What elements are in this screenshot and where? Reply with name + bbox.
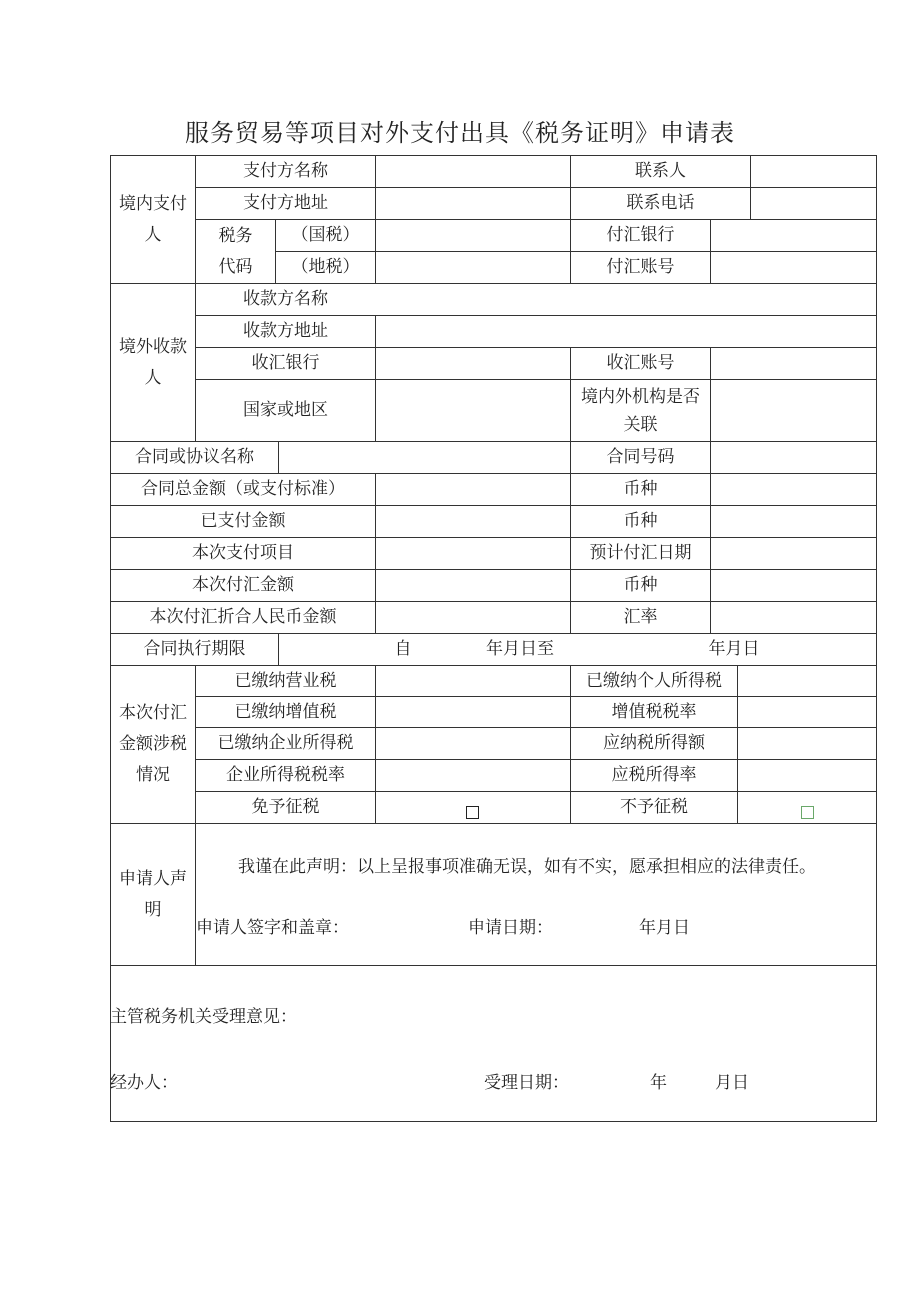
payee-name-field[interactable]: [376, 284, 876, 315]
overseas-payee-label: 境外收款人: [119, 336, 187, 388]
expected-date-label: 预计付汇日期: [589, 543, 692, 563]
payer-address-label: 支付方地址: [243, 193, 328, 213]
expected-date-field[interactable]: [711, 538, 876, 569]
taxable-income-label: 应纳税所得额: [603, 733, 705, 753]
period-end-text: 年月日: [708, 639, 760, 659]
payee-address-field[interactable]: [376, 316, 876, 347]
not-taxed-checkbox[interactable]: [801, 806, 814, 819]
remit-amount-field[interactable]: [376, 570, 570, 601]
country-region-label: 国家或地区: [243, 400, 328, 420]
currency-label-1: 币种: [623, 479, 658, 499]
contract-number-field[interactable]: [711, 442, 876, 473]
contract-name-field[interactable]: [279, 442, 570, 473]
local-tax-code-field[interactable]: [376, 252, 570, 283]
tax-exempt-checkbox[interactable]: [466, 806, 479, 819]
currency-field-2[interactable]: [711, 506, 876, 537]
application-form-table: [110, 155, 877, 1122]
personal-income-tax-field[interactable]: [738, 666, 876, 696]
taxable-income-field[interactable]: [738, 728, 876, 759]
paid-amount-field[interactable]: [376, 506, 570, 537]
corporate-income-tax-label: 已缴纳企业所得税: [217, 733, 354, 753]
receiving-account-field[interactable]: [711, 348, 876, 379]
accept-month-day-text: 月日: [715, 1073, 749, 1093]
remit-bank-field[interactable]: [711, 220, 876, 251]
currency-label-3: 币种: [623, 575, 658, 595]
vat-field[interactable]: [376, 697, 570, 727]
accept-year-text: 年: [650, 1073, 667, 1093]
currency-field-3[interactable]: [711, 570, 876, 601]
contract-total-field[interactable]: [376, 474, 570, 505]
related-party-field[interactable]: [711, 380, 876, 441]
remit-account-field[interactable]: [711, 252, 876, 283]
paid-amount-label: 已支付金额: [200, 511, 286, 531]
cit-rate-field[interactable]: [376, 760, 570, 791]
not-taxed-label: 不予征税: [620, 797, 688, 817]
remit-bank-label: 付汇银行: [606, 225, 675, 245]
vat-label: 已缴纳增值税: [234, 701, 337, 722]
country-region-field[interactable]: [376, 380, 570, 441]
payee-name-label: 收款方名称: [243, 289, 328, 309]
tax-exempt-label: 免予征税: [251, 797, 320, 817]
vat-rate-label: 增值税税率: [611, 701, 697, 722]
contract-name-label: 合同或协议名称: [135, 447, 254, 467]
contact-person-field[interactable]: [751, 156, 876, 187]
payer-name-field[interactable]: [376, 156, 570, 187]
cit-rate-label: 企业所得税税率: [226, 765, 345, 785]
payment-item-label: 本次支付项目: [192, 543, 294, 563]
payer-address-field[interactable]: [376, 188, 570, 219]
declaration-label: 申请人声明: [119, 868, 187, 920]
currency-field-1[interactable]: [711, 474, 876, 505]
corporate-income-tax-field[interactable]: [376, 728, 570, 759]
contact-phone-label: 联系电话: [626, 193, 695, 213]
receiving-bank-field[interactable]: [376, 348, 570, 379]
vat-rate-field[interactable]: [738, 697, 876, 727]
related-party-label: 境内外机构是否关联: [581, 386, 700, 435]
application-date-label: 申请日期：: [468, 918, 553, 938]
local-tax-label: （地税）: [291, 257, 360, 277]
business-tax-label: 已缴纳营业税: [234, 670, 337, 691]
declaration-statement: 我谨在此声明：以上呈报事项准确无误，如有不实，愿承担相应的法律责任。: [238, 857, 816, 877]
business-tax-field[interactable]: [376, 666, 570, 696]
contract-number-label: 合同号码: [606, 447, 675, 467]
tax-code-label: 税务代码: [218, 225, 253, 277]
application-date-value: 年月日: [639, 918, 690, 938]
personal-income-tax-label: 已缴纳个人所得税: [586, 670, 722, 691]
national-tax-label: （国税）: [291, 225, 360, 245]
contact-phone-field[interactable]: [751, 188, 876, 219]
currency-label-2: 币种: [623, 511, 658, 531]
receiving-bank-label: 收汇银行: [251, 353, 320, 373]
remit-account-label: 付汇账号: [606, 257, 675, 277]
domestic-payer-label: 境内支付人: [119, 193, 187, 245]
rmb-amount-label: 本次付汇折合人民币金额: [149, 607, 337, 627]
payee-address-label: 收款方地址: [243, 321, 328, 341]
contact-person-label: 联系人: [635, 161, 686, 181]
signature-label: 申请人签字和盖章：: [196, 918, 349, 938]
taxable-income-rate-field[interactable]: [738, 760, 876, 791]
authority-opinion-label: 主管税务机关受理意见：: [110, 1007, 297, 1027]
remit-amount-label: 本次付汇金额: [192, 575, 294, 595]
period-mid-text: 年月日至: [486, 639, 554, 659]
taxable-income-rate-label: 应税所得率: [611, 765, 697, 785]
exchange-rate-field[interactable]: [711, 602, 876, 633]
contract-total-label: 合同总金额（或支付标准）: [141, 479, 345, 499]
receiving-account-label: 收汇账号: [606, 353, 675, 373]
tax-situation-label: 本次付汇金额涉税情况: [119, 703, 187, 785]
handler-label: 经办人：: [110, 1073, 178, 1093]
accept-date-label: 受理日期：: [484, 1073, 569, 1093]
payment-item-field[interactable]: [376, 538, 570, 569]
rmb-amount-field[interactable]: [376, 602, 570, 633]
contract-period-label: 合同执行期限: [143, 639, 246, 659]
national-tax-code-field[interactable]: [376, 220, 570, 251]
exchange-rate-label: 汇率: [623, 607, 658, 627]
payer-name-label: 支付方名称: [243, 161, 328, 181]
period-from-text: 自: [394, 639, 412, 659]
form-title: 服务贸易等项目对外支付出具《税务证明》申请表: [185, 119, 735, 147]
